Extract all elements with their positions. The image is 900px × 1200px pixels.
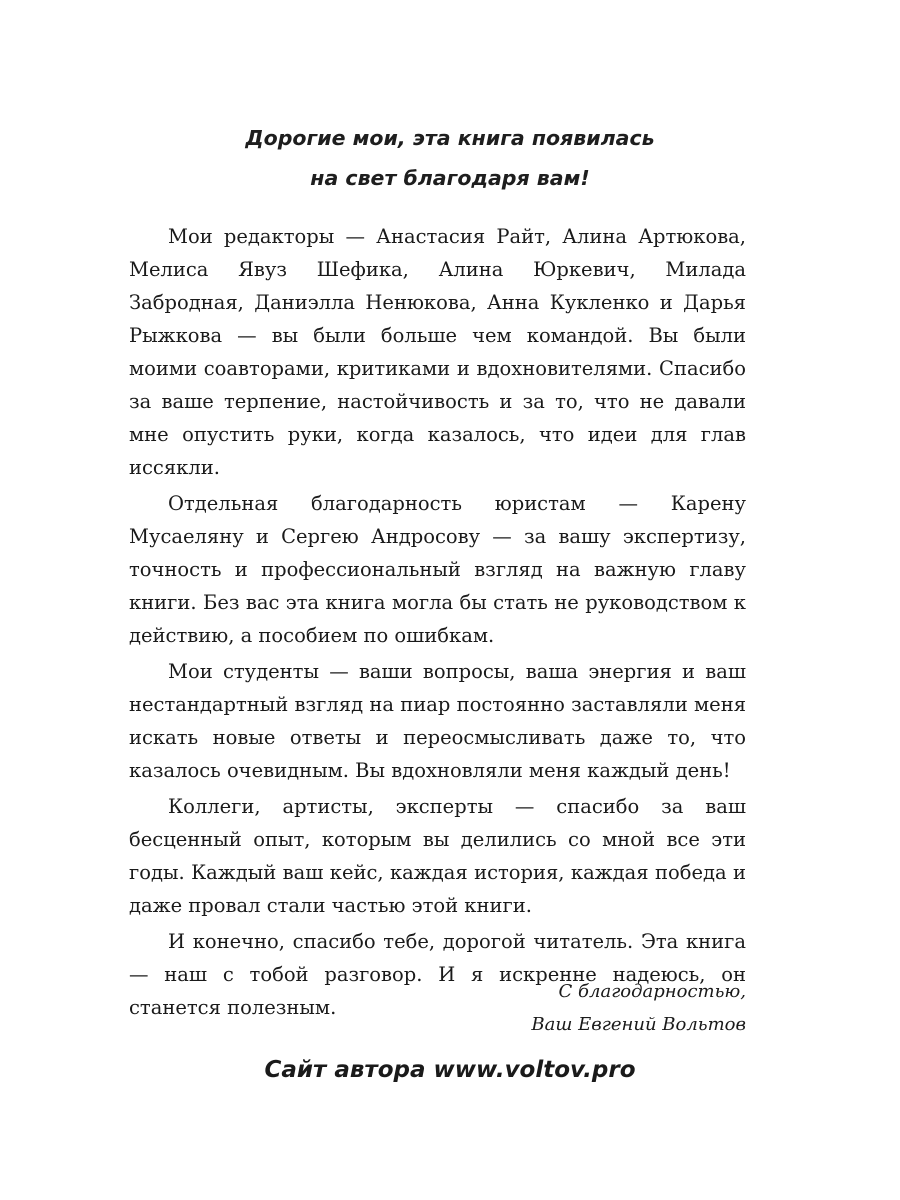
- paragraph-students: Мои студенты — ваши вопросы, ваша энергия и ваш нестандартный взгляд на пиар постоянно заставляли меня искать новые ответы и переосмысливать даже то, что казалось очевидным. Вы вдохновляли меня каждый день!: [129, 660, 746, 782]
- author-website: Сайт автора www.voltov.pro: [264, 1057, 636, 1083]
- paragraph-editors: Мои редакторы — Анастасия Райт, Алина Артюкова, Мелиса Явуз Шефика, Алина Юркевич, Милада Забродная, Даниэлла Ненюкова, Анна Кукленко и Дарья Рыжкова — вы были больше чем командой. Вы были моими соавторами, критиками и вдохновителями. Спасибо за ваше терпение, настойчивость и за то, что не давали мне опустить руки, когда казалось, что идеи для глав иссякли.: [129, 225, 746, 479]
- paragraph-colleagues: Коллеги, артисты, эксперты — спасибо за ваш бесценный опыт, которым вы делились со мной все эти годы. Каждый ваш кейс, каждая история, каждая победа и даже провал стали частью этой книги.: [129, 795, 746, 917]
- acknowledgements-text: [129, 220, 746, 1027]
- heading-line-2: на свет благодаря вам!: [310, 166, 590, 190]
- paragraph-reader: И конечно, спасибо тебе, дорогой читатель. Эта книга — наш с тобой разговор. И я искренне надеюсь, он станется полезным.: [129, 930, 746, 1019]
- heading-line-1: Дорогие мои, эта книга появилась: [245, 126, 655, 150]
- signature-line-1: С благодарностью,: [558, 981, 746, 1002]
- page-heading: [150, 118, 750, 198]
- author-signature: [531, 975, 746, 1041]
- signature-line-2: Ваш Евгений Вольтов: [531, 1014, 746, 1035]
- paragraph-lawyers: Отдельная благодарность юристам — Карену Мусаеляну и Сергею Андросову — за вашу экспертизу, точность и профессиональный взгляд на важную главу книги. Без вас эта книга могла бы стать не руководством к действию, а пособием по ошибкам.: [129, 492, 746, 647]
